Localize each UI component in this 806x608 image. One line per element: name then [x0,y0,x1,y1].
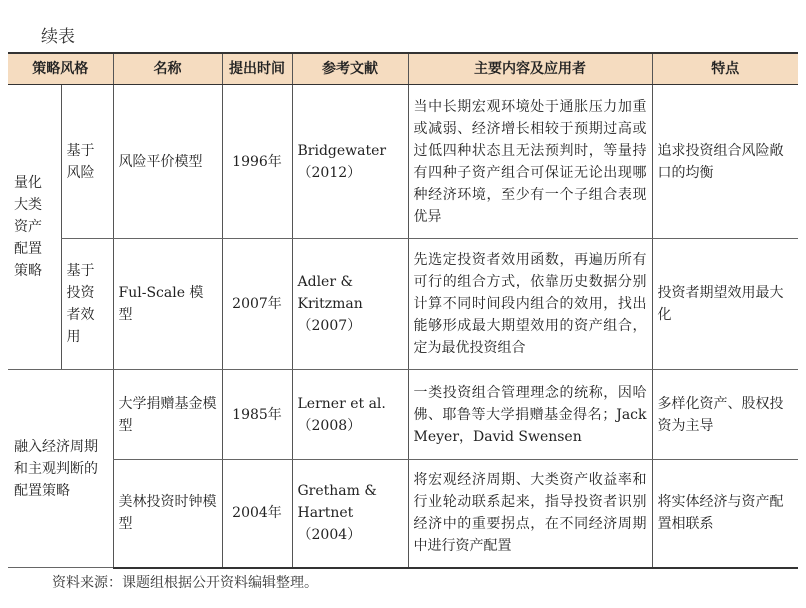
category-cell: 融入经济周期和主观判断的配置策略 [8,370,113,568]
feature-cell: 投资者期望效用最大化 [652,239,798,370]
table-row [8,460,798,568]
model-name-cell: 美林投资时钟模型 [113,460,222,568]
reference-line: Hartnet（2004） [297,505,362,544]
model-name-cell: Ful-Scale 模型 [113,239,222,370]
time-cell: 1985年 [222,370,292,460]
header-reference: 参考文献 [292,53,408,85]
table-caption: 续表 [41,27,75,47]
reference-cell [292,370,408,460]
time-cell: 2007年 [222,239,292,370]
time-cell: 2004年 [222,460,292,568]
source-note: 资料来源：课题组根据公开资料编辑整理。 [52,575,318,591]
feature-cell: 追求投资组合风险敞口的均衡 [652,85,798,239]
model-name-cell: 风险平价模型 [113,85,222,239]
reference-line: （2012） [297,164,362,181]
content-cell: 先选定投资者效用函数，再遍历所有可行的组合方式，依靠历史数据分别计算不同时间段内组合的效用，找出能够形成最大期望效用的资产组合，定为最优投资组合 [408,239,652,370]
reference-cell [292,460,408,568]
strategy-table [8,52,798,569]
feature-cell: 多样化资产、股权投资为主导 [652,370,798,460]
reference-cell [292,239,408,370]
header-content: 主要内容及应用者 [408,53,652,85]
model-name-cell: 大学捐赠基金模型 [113,370,222,460]
reference-line: Adler & Kritzman [297,274,363,312]
reference-line: （2007） [297,318,362,334]
content-cell: 一类投资组合管理理念的统称，因哈佛、耶鲁等大学捐赠基金得名；Jack Meyer，David Swensen [408,370,652,460]
category-cell: 量化大类资产配置策略 [8,85,61,370]
time-cell: 1996年 [222,85,292,239]
table-row [8,370,798,460]
header-strategy-style: 策略风格 [8,53,113,85]
reference-line: Bridgewater [297,142,387,159]
header-name: 名称 [113,53,222,85]
reference-line: Lerner et al. [297,395,386,412]
header-time: 提出时间 [222,53,292,85]
table-row [8,85,798,239]
feature-cell: 将实体经济与资产配置相联系 [652,460,798,568]
content-cell: 将宏观经济周期、大类资产收益率和行业轮动联系起来，指导投资者识别经济中的重要拐点，在不同经济周期中进行资产配置 [408,460,652,568]
table-header-row [8,53,798,85]
reference-cell [292,85,408,239]
header-feature: 特点 [652,53,798,85]
table-row [8,239,798,370]
content-cell: 当中长期宏观环境处于通胀压力加重或减弱、经济增长相较于预期过高或过低四种状态且无法预判时，等量持有四种子资产组合可保证无论出现哪种经济环境，至少有一个子组合表现优异 [408,85,652,239]
subcategory-cell: 基于投资者效用 [61,239,113,370]
reference-line: Gretham & [297,483,377,500]
reference-line: （2008） [297,417,362,434]
subcategory-cell: 基于风险 [61,85,113,239]
